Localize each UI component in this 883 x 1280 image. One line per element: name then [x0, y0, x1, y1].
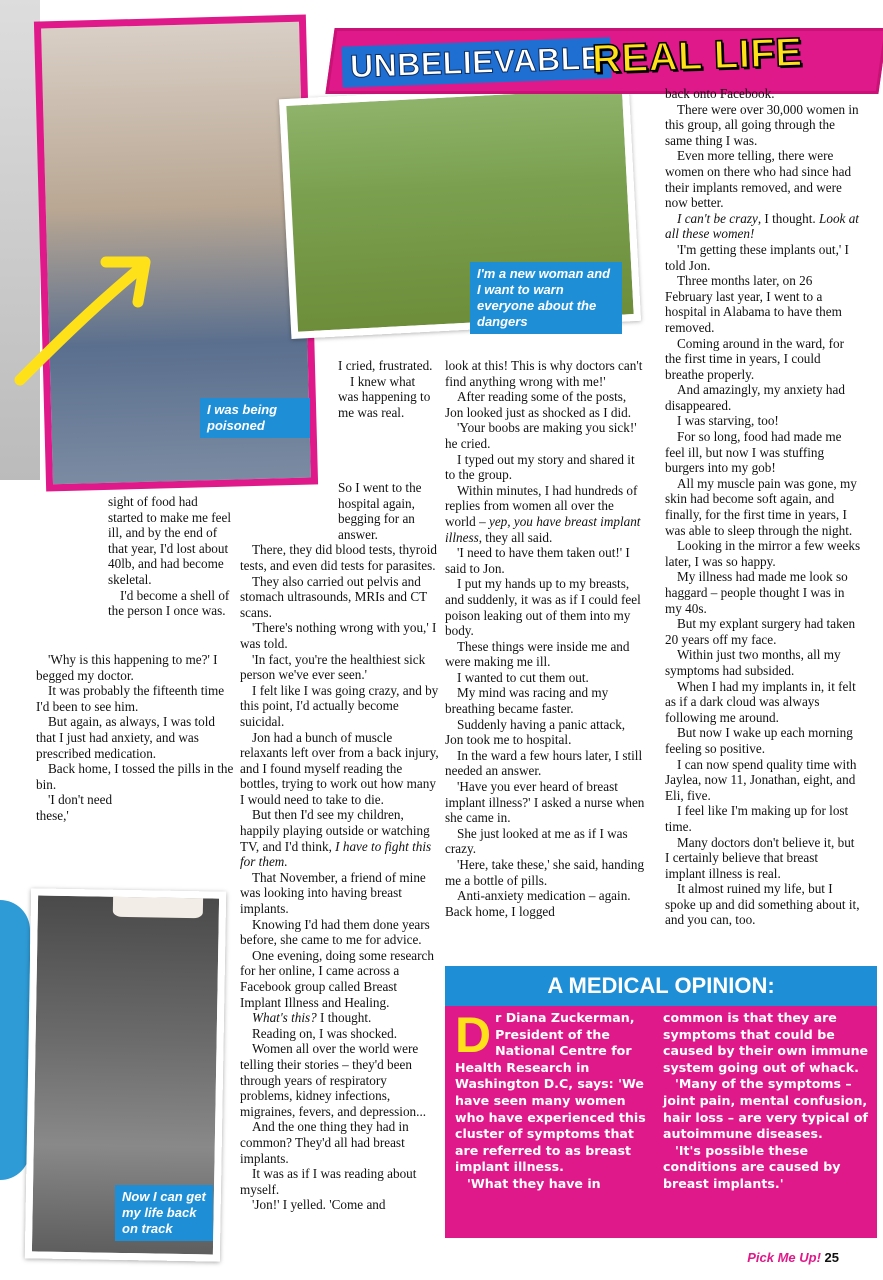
paragraph: That November, a friend of mine was looking into having breast implants.	[240, 869, 426, 917]
paragraph: I typed out my story and shared it to the group.	[445, 451, 635, 483]
paragraph: She just looked at me as if I was crazy.	[445, 825, 628, 857]
paragraph: And the one thing they had in common? They'd all had breast implants.	[240, 1119, 409, 1166]
magazine-brand: Pick Me Up!	[747, 1250, 821, 1265]
article-column-1-lower	[36, 652, 234, 824]
medical-column-right	[663, 1010, 871, 1193]
paragraph: Three months later, on 26 February last year, I went to a hospital in Alabama to have them removed.	[665, 273, 842, 335]
paragraph: There were over 30,000 women in this group, all going through the same thing I was.	[665, 101, 859, 148]
paragraph-text: Within minutes, I had hundreds of replies from women all over the world –	[445, 482, 638, 529]
paragraph: But my explant surgery had taken 20 years off my face.	[665, 616, 856, 647]
paragraph: When I had my implants in, it felt as if a dark cloud was always following me around.	[665, 678, 856, 725]
paragraph	[240, 807, 440, 869]
paragraph: Knowing I'd had them done years before, she came to me for advice.	[240, 916, 430, 948]
paragraph: It was probably the fifteenth time I'd been to see him.	[36, 683, 225, 714]
yellow-arrow-icon	[10, 240, 160, 390]
paragraph: Within just two months, all my symptoms had subsided.	[665, 647, 841, 678]
paragraph: look at this! This is why doctors can't find anything wrong with me!'	[445, 358, 643, 389]
paragraph: After reading some of the posts, Jon looked just as shocked as I did.	[445, 389, 632, 420]
paragraph: I wanted to cut them out.	[457, 669, 589, 685]
medical-opinion-box	[445, 966, 877, 1238]
paragraph: Back home, I tossed the pills in the bin.	[36, 761, 234, 792]
paragraph-emphasis: I can't be crazy	[677, 210, 758, 226]
page-footer	[747, 1250, 839, 1265]
paragraph: back onto Facebook.	[665, 86, 775, 101]
paragraph: But now I wake up each morning feeling so positive.	[665, 725, 853, 756]
paragraph-emphasis: yep, you have breast implant illness	[445, 513, 641, 545]
paragraph-text: , they all said.	[478, 529, 553, 545]
paragraph: 'It's possible these conditions are caused by breast implants.'	[663, 1142, 841, 1191]
paragraph: 'Jon!' I yelled. 'Come and	[252, 1197, 386, 1213]
paragraph: Coming around in the ward, for the first time in years, I could breathe properly.	[665, 335, 845, 382]
paragraph	[445, 483, 645, 545]
paragraph: 'Here, take these,' she said, handing me a bottle of pills.	[445, 857, 645, 888]
paragraph-text: r Diana Zuckerman, President of the National Centre for Health Research in Washington D.C, says: 'We have seen many women who have experienced this cluster of symptoms that are referred to as breast implant illness.	[455, 1010, 646, 1175]
paragraph: 'There's nothing wrong with you,' I was told.	[240, 620, 437, 651]
edge-graphic-fragment	[0, 900, 30, 1180]
article-column-1	[108, 494, 234, 619]
paragraph: 'Have you ever heard of breast implant illness?' I asked a nurse when she came in.	[445, 779, 645, 826]
title-banner	[330, 28, 883, 94]
article-column-2-top	[338, 358, 438, 420]
paragraph: I felt like I was going crazy, and by this point, I'd actually become suicidal.	[240, 682, 439, 729]
paragraph: Suddenly having a panic attack, Jon took me to hospital.	[445, 716, 626, 748]
paragraph-emphasis: What's this?	[252, 1010, 317, 1026]
paragraph: Even more telling, there were women on there who had since had their implants removed, and were now better.	[665, 148, 852, 211]
paragraph-text: I thought.	[316, 1010, 372, 1026]
article-column-4	[665, 86, 861, 928]
paragraph: Anti-anxiety medication – again. Back home, I logged	[445, 888, 631, 919]
paragraph: I put my hands up to my breasts, and suddenly, it was as if I could feel poison leaking out of them into my body.	[445, 576, 641, 639]
paragraph: 'Your boobs are making you sick!' he cried.	[445, 420, 637, 451]
paragraph: It was as if I was reading about myself.	[240, 1166, 417, 1197]
title-real-life: REAL LIFE	[591, 30, 804, 82]
paragraph: So I went to the hospital again, begging for an answer.	[338, 480, 422, 542]
article-column-2	[240, 480, 440, 1213]
paragraph	[240, 1010, 440, 1026]
paragraph: sight of food had started to make me feel ill, and by the end of that year, I'd lost about 40lb, and had become skeletal.	[108, 494, 232, 587]
paragraph	[455, 1007, 651, 1176]
paragraph: 'What they have in	[467, 1175, 601, 1191]
paragraph: Reading on, I was shocked.	[252, 1025, 398, 1041]
paragraph: 'I don't need these,'	[36, 792, 113, 823]
paragraph: Women all over the world were telling their stories – they'd been through years of respiratory problems, kidney infections, migraines, fevers, and depression...	[240, 1041, 427, 1119]
paragraph: 'Why is this happening to me?' I begged my doctor.	[36, 652, 218, 683]
caption-poisoned: I was being poisoned	[200, 398, 310, 438]
paragraph: 'I'm getting these implants out,' I told Jon.	[665, 241, 849, 273]
paragraph: These things were inside me and were making me ill.	[445, 638, 630, 670]
medical-column-left	[455, 1007, 651, 1193]
paragraph-text: , I thought.	[757, 210, 820, 226]
page-number: 25	[824, 1250, 839, 1265]
paragraph: It almost ruined my life, but I spoke up and did something about it, and you can, too.	[665, 881, 860, 928]
paragraph: Jon had a bunch of muscle relaxants left over from a back injury, and I found myself reading the bottles, trying to work out how many I would need to take to die.	[240, 729, 439, 807]
paragraph: Looking in the mirror a few weeks later, I was so happy.	[665, 538, 861, 569]
paragraph: I cried, frustrated.	[338, 358, 433, 373]
paragraph: Many doctors don't believe it, but I certainly believe that breast implant illness is real.	[665, 834, 855, 881]
paragraph: They also carried out pelvis and stomach ultrasounds, MRIs and CT scans.	[240, 573, 427, 620]
paragraph: In the ward a few hours later, I still needed an answer.	[445, 747, 643, 779]
title-unbelievable: UNBELIEVABLE	[341, 37, 611, 87]
paragraph: I was starving, too!	[677, 413, 779, 429]
paragraph: I knew what was happening to me was real.	[338, 373, 431, 420]
paragraph-emphasis: Look at all these women!	[665, 210, 859, 242]
paragraph: 'I need to have them taken out!' I said to Jon.	[445, 545, 630, 576]
drop-cap: D	[455, 1007, 492, 1063]
paragraph: For so long, food had made me feel ill, but now I was stuffing burgers into my gob!	[665, 429, 842, 476]
paragraph: But again, as always, I was told that I just had anxiety, and was prescribed medication.	[36, 714, 216, 761]
medical-opinion-heading: A MEDICAL OPINION:	[445, 966, 877, 1006]
paragraph	[665, 211, 861, 242]
paragraph: And amazingly, my anxiety had disappeared.	[665, 382, 845, 413]
paragraph-emphasis: I have to fight this for them.	[240, 838, 432, 870]
article-column-3	[445, 358, 645, 919]
paragraph-text: But then I'd see my children, happily playing outside or watching TV, and I'd think,	[240, 807, 430, 854]
paragraph: There, they did blood tests, thyroid tests, and even did tests for parasites.	[240, 542, 437, 573]
caption-new-woman: I'm a new woman and I want to warn everyone about the dangers	[470, 262, 622, 334]
paragraph: common is that they are symptoms that could be caused by their own immune system going out of whack.	[663, 1010, 869, 1075]
paragraph: I'd become a shell of the person I once was.	[108, 587, 230, 619]
paragraph: 'Many of the symptoms – joint pain, mental confusion, hair loss – are very typical of autoimmune diseases.	[663, 1076, 868, 1142]
paragraph: I feel like I'm making up for lost time.	[665, 803, 849, 834]
paragraph: My illness had made me look so haggard – people thought I was in my 40s.	[665, 569, 848, 616]
paragraph: My mind was racing and my breathing became faster.	[445, 685, 609, 717]
paragraph: All my muscle pain was gone, my skin had become soft again, and finally, for the first time in years, I was able to sleep through the night.	[665, 475, 857, 538]
paragraph: 'In fact, you're the healthiest sick person we've ever seen.'	[240, 651, 426, 683]
caption-life-back: Now I can get my life back on track	[115, 1185, 213, 1241]
paragraph: One evening, doing some research for her online, I came across a Facebook group called Breast Implant Illness and Healing.	[240, 947, 434, 1010]
paragraph: I can now spend quality time with Jaylea, now 11, Jonathan, eight, and Eli, five.	[665, 756, 857, 803]
